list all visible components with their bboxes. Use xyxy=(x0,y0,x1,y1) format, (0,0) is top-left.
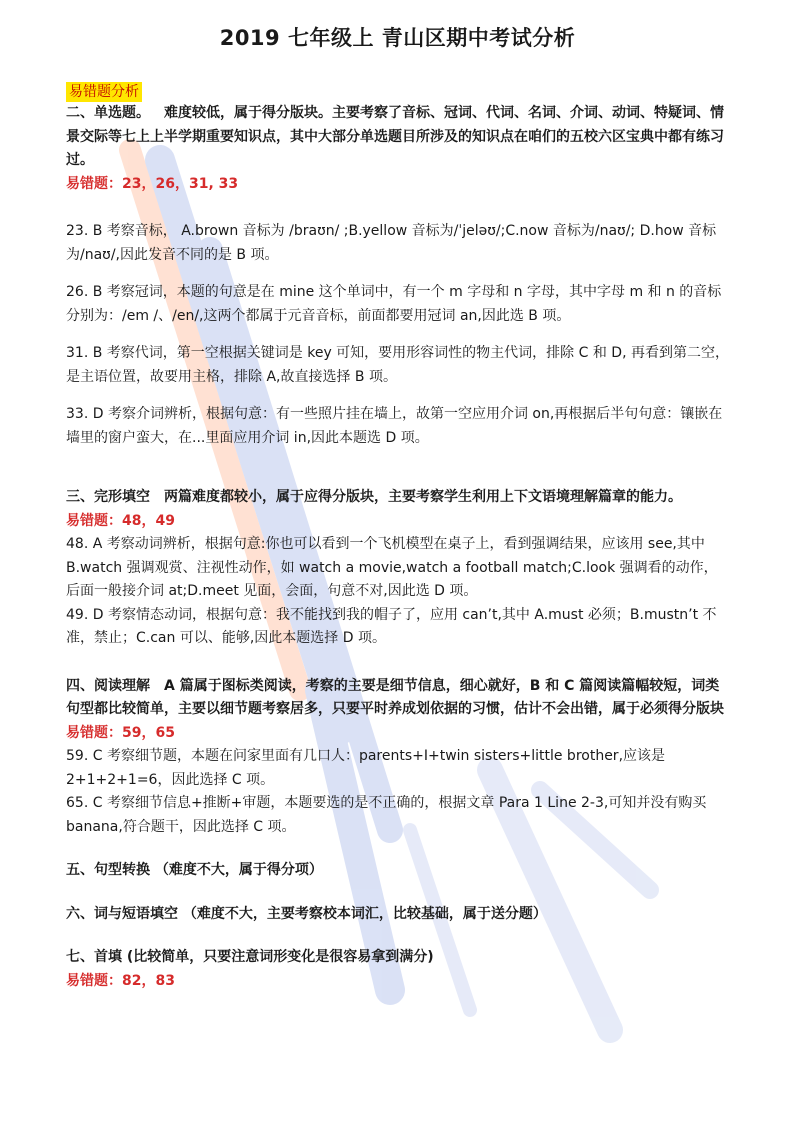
answer-item: 33. D 考察介词辨析，根据句意：有一些照片挂在墙上，故第一空应用介词 on,再根据后半句句意：镶嵌在墙里的窗户蛮大，在...里面应用介词 in,因此本题选 D 项。 xyxy=(66,406,723,446)
section-cloze-desc xyxy=(66,486,729,510)
section-sentence-transform: 五、句型转换 （难度不大，属于得分项） xyxy=(66,862,323,878)
section-description: A 篇属于图标类阅读，考察的主要是细节信息，细心就好，B 和 C 篇阅读篇幅较短，词类句型都比较简单，主要以细节题考察居多，只要平时养成划依据的习惯，估计不会出错，属于必须得分版块 xyxy=(66,677,724,717)
section-reading-desc xyxy=(66,675,729,722)
section-heading: 二、单选题。 xyxy=(66,105,150,121)
answer-item: 59. C 考察细节题，本题在问家里面有几口人：parents+I+twin sisters+little brother,应该是 2+1+2+1=6，因此选择 C 项。 xyxy=(66,748,666,788)
section-single-choice-desc xyxy=(66,102,729,173)
answer-item: 48. A 考察动词辨析，根据句意:你也可以看到一个飞机模型在桌子上，看到强调结果，应该用 see,其中 B.watch 强调观赏、注视性动作，如 watch a movie,watch a football match;C.look 强调看的动作，后面一般接介词 at;D.meet 见面，会面，句意不对,因此选 D 项。 xyxy=(66,536,718,599)
answer-item: 26. B 考察冠词，本题的句意是在 mine 这个单词中，有一个 m 字母和 n 字母，其中字母 m 和 n 的音标分别为：/em /、/en/,这两个都属于元音音标，前面都要用冠词 an,因此选 B 项。 xyxy=(66,284,722,324)
answer-item: 31. B 考察代词，第一空根据关键词是 key 可知，要用形容词性的物主代词，排除 C 和 D, 再看到第二空，是主语位置，故要用主格，排除 A,故直接选择 B 项。 xyxy=(66,345,729,385)
section-heading: 四、阅读理解 xyxy=(66,677,150,694)
error-list: 易错题：82，83 xyxy=(66,972,175,989)
section-heading: 三、完形填空 xyxy=(66,489,150,505)
answer-item: 23. B 考察音标， A.brown 音标为 /braʊn/ ;B.yellow 音标为/ˈjeləʊ/;C.now 音标为/naʊ/; D.how 音标为/naʊ/,因此发音不同的是 B 项。 xyxy=(66,223,717,263)
section-description: 两篇难度都较小，属于应得分版块，主要考察学生利用上下文语境理解篇章的能力。 xyxy=(164,489,682,505)
page-title: 2019 七年级上 青山区期中考试分析 xyxy=(219,26,576,50)
section-description: 难度较低，属于得分版块。主要考察了音标、冠词、代词、名词、介词、动词、特疑词、情景交际等七上上半学期重要知识点，其中大部分单选题目所涉及的知识点在咱们的五校六区宝典中都有练习过。 xyxy=(66,105,724,168)
error-analysis-tag: 易错题分析 xyxy=(66,82,142,102)
answer-item: 49. D 考察情态动词，根据句意：我不能找到我的帽子了，应用 can’t,其中 A.must 必须；B.mustn’t 不准，禁止；C.can 可以、能够,因此本题选择 D 项。 xyxy=(66,606,717,646)
section-first-letter-fill: 七、首填 (比较简单，只要注意词形变化是很容易拿到满分) xyxy=(66,949,434,965)
section-word-fill: 六、词与短语填空 （难度不大，主要考察校本词汇，比较基础，属于送分题） xyxy=(66,905,547,922)
answer-item: 65. C 考察细节信息+推断+审题，本题要选的是不正确的，根据文章 Para 1 Line 2-3,可知并没有购买 banana,符合题干，因此选择 C 项。 xyxy=(66,795,707,835)
error-list: 易错题：23，26，31, 33 xyxy=(66,175,239,192)
error-list: 易错题：48，49 xyxy=(66,512,175,529)
error-list: 易错题：59，65 xyxy=(66,724,175,741)
